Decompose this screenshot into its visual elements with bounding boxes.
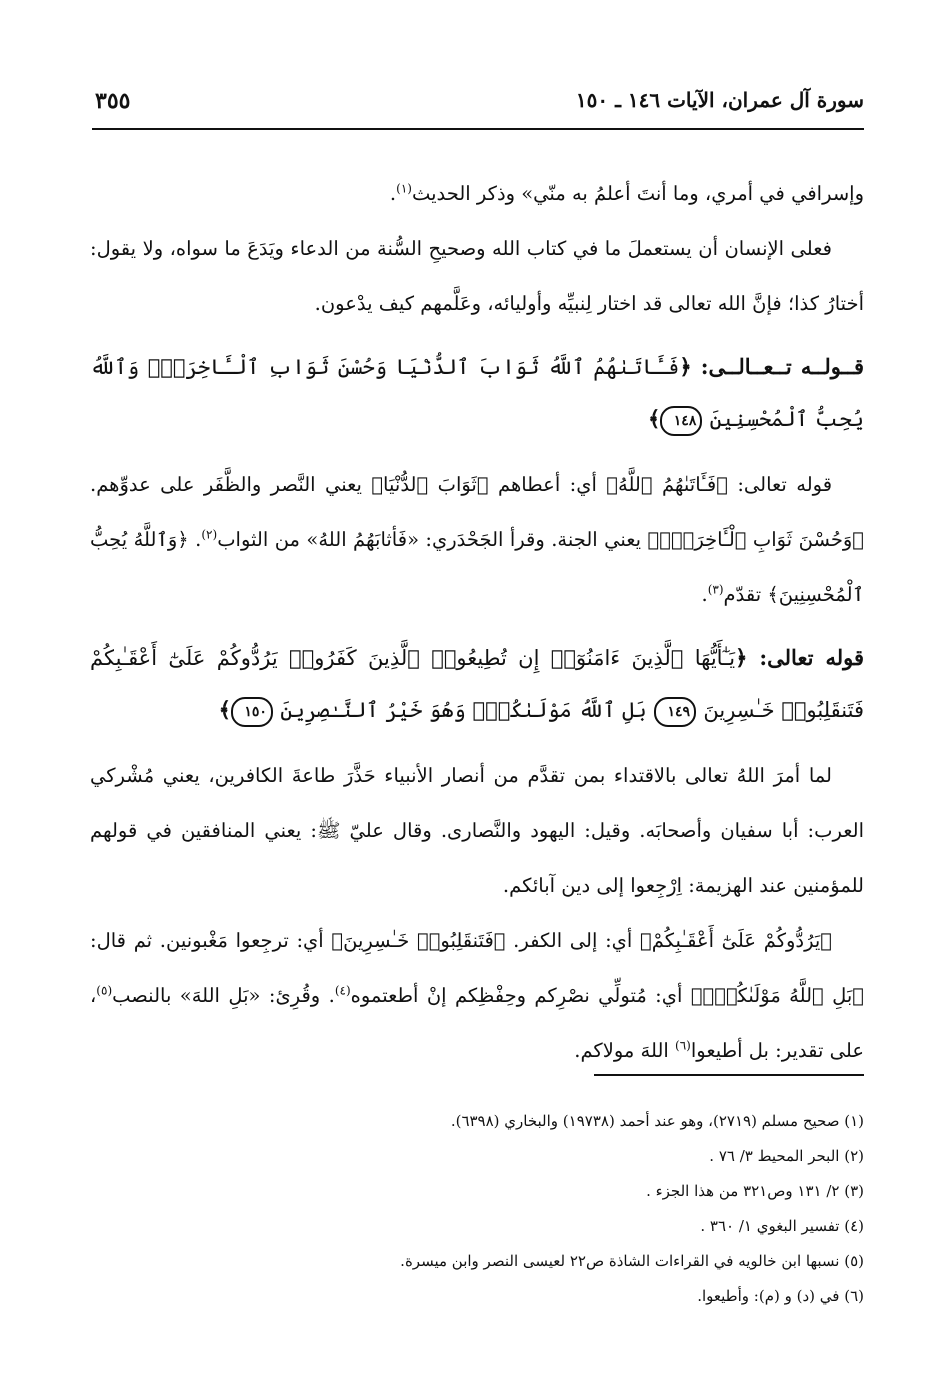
footnote-1: (١) صحيح مسلم (٢٧١٩)، وهو عند أحمد (١٩٧٣٨) والبخاري (٦٣٩٨). <box>450 1112 864 1130</box>
p3-f: تقدّم <box>723 583 762 606</box>
p3-d: يعني الجنة. وقرأ الجَحْدَري: «فَأثابَهُمُ اللهُ» من الثواب <box>217 528 642 551</box>
p5-d: . وقُرِئ: «بَلِ اللهَ» بالنصب <box>112 984 335 1007</box>
p5-f: اللهَ مولاكم. <box>574 1039 676 1062</box>
p5-quote-1: ﴿يَرُدُّوكُمْ عَلَىٰٓ أَعْقَـٰبِكُمْ﴾ <box>640 929 832 952</box>
footnote-6: (٦) في (د) و (م): وأطيعوا. <box>697 1287 864 1305</box>
p3-c: يعني النَّصر والظَّفَر على عدوِّهم. <box>90 473 362 496</box>
paragraph-1-end: . <box>389 182 397 205</box>
footnote-ref-3: (٣) <box>707 582 724 597</box>
p5-quote-2: ﴿فَتَنقَلِبُوا۟ خَـٰسِرِينَ﴾ <box>331 929 506 952</box>
p3-quote-2: ﴿ثَوَابَ ٱلدُّنْيَا﴾ <box>371 473 489 496</box>
verse-148 <box>90 341 864 445</box>
verse-149-text: يَـٰٓأَيُّهَا ٱلَّذِينَ ءَامَنُوٓا۟ إِن تُطِيعُوا۟ ٱلَّذِينَ كَفَرُوا۟ يَرُدُّوكُمْ عَلَىٰٓ أَعْقَـٰبِكُمْ فَتَنقَلِبُوا۟ خَـٰسِرِينَ <box>90 646 864 722</box>
verse-149-150 <box>90 632 864 736</box>
paragraph-3 <box>90 457 864 622</box>
footnote-ref-1: (١) <box>396 181 412 196</box>
paragraph-2: فعلى الإنسان أن يستعملَ ما في كتاب الله وصحيحِ السُّنة من الدعاء ويَدَعَ ما سواه، ولا يقول: أختارُ كذا؛ فإنَّ الله تعالى قد اختار لِنبيِّه وأوليائه، وعَلَّمهم كيف يدْعون. <box>90 237 864 315</box>
paragraph-5 <box>90 913 864 1078</box>
footnotes <box>95 1104 864 1314</box>
footnote-3: (٣) ٢/ ١٣١ وص٣٢١ من هذا الجزء . <box>646 1182 864 1200</box>
verse-150-close-bracket: ﴾ <box>218 697 231 722</box>
verse-148-close-bracket: ﴾ <box>648 406 661 431</box>
paragraph-4: لما أمرَ اللهُ تعالى بالاقتداء بمن تقدَّم من أنصار الأنبياء حَذَّرَ طاعةَ الكافرين، يعني مُشْركي العرب: أبا سفيان وأصحابَه. وقيل: اليهود والنَّصارى. وقال عليّ ﷺ: يعني المنافقين في قولهم للمؤمنين عند الهزيمة: اِرْجِعوا إلى دين آبائكم. <box>90 764 864 897</box>
footnote-2: (٢) البحر المحيط ٣/ ٧٦ . <box>709 1147 864 1165</box>
verse-149-lead: قوله تعالى: <box>759 645 864 670</box>
verse-148-lead: قــولــه تــعــالــى: <box>700 354 864 379</box>
paragraph-1 <box>90 166 864 221</box>
footnote-ref-5: (٥) <box>96 983 113 998</box>
ayah-number-150: ١٥٠ <box>231 697 273 727</box>
page-number: ٣٥٥ <box>95 88 131 114</box>
p3-b: أي: أعطاهم <box>497 473 597 496</box>
ayah-number-148: ١٤٨ <box>660 406 702 436</box>
paragraph-1-text: وإسرافي في أمري، وما أنتَ أعلمُ به منّي» وذكر الحديث <box>411 182 864 205</box>
footnote-divider <box>594 1074 864 1076</box>
p5-quote-3: ﴿بَلِ ٱللَّهُ مَوْلَىٰكُمْۖ﴾ <box>690 984 865 1007</box>
footnote-5: (٥) نسبها ابن خالويه في القراءات الشاذة ص٢٢ لعيسى النصر وابن ميسرة. <box>400 1252 864 1270</box>
p3-a: قوله تعالى: <box>737 473 833 496</box>
p3-quote-4: ﴿وَٱللَّهُ يُحِبُّ ٱلْمُحْسِنِينَ﴾ <box>90 528 864 606</box>
p5-e: ، على تقدير: بل أطيعوا <box>90 984 864 1062</box>
p3-e: . <box>195 528 202 551</box>
p3-g: . <box>701 583 708 606</box>
verse-150-text: بَلِ ٱللَّهُ مَوْلَىٰكُمْۖ وَهُوَ خَيْرُ ٱلنَّـٰصِرِينَ <box>280 698 647 722</box>
p3-quote-3: ﴿وَحُسْنَ ثَوَابِ ٱلْـَٔاخِرَةِۗ﴾ <box>647 528 865 551</box>
p3-quote-1: ﴿فَـَٔاتَىٰهُمُ ٱللَّهُ﴾ <box>606 473 728 496</box>
verse-148-text: فَـَٔاتَىٰهُمُ ٱللَّهُ ثَوَابَ ٱلدُّنْيَا وَحُسْنَ ثَوَابِ ٱلْـَٔاخِرَةِۗ وَٱللَّهُ يُحِبُّ ٱلْمُحْسِنِينَ <box>90 355 864 431</box>
verse-148-open-bracket: ﴿ <box>679 354 692 379</box>
ayah-number-149: ١٤٩ <box>654 697 696 727</box>
footnote-4: (٤) تفسير البغوي ١/ ٣٦٠ . <box>700 1217 864 1235</box>
header-divider <box>92 128 864 130</box>
p5-a: أي: إلى الكفر. <box>513 929 633 952</box>
p5-b: أي: ترجِعوا مَغْبونين. ثم قال: <box>90 929 324 952</box>
verse-149-open-bracket: ﴿ <box>735 645 748 670</box>
footnote-ref-4: (٤) <box>334 983 351 998</box>
footnote-ref-6: (٦) <box>675 1038 691 1053</box>
footnote-ref-2: (٢) <box>201 527 218 542</box>
chapter-title: سورة آل عمران، الآيات ١٤٦ ـ ١٥٠ <box>575 88 864 112</box>
p5-c: أي: مُتولِّي نصْرِكم وحِفْظِكم إنْ أطعتموه <box>350 984 683 1007</box>
running-header <box>95 88 864 128</box>
main-text <box>90 166 864 1078</box>
